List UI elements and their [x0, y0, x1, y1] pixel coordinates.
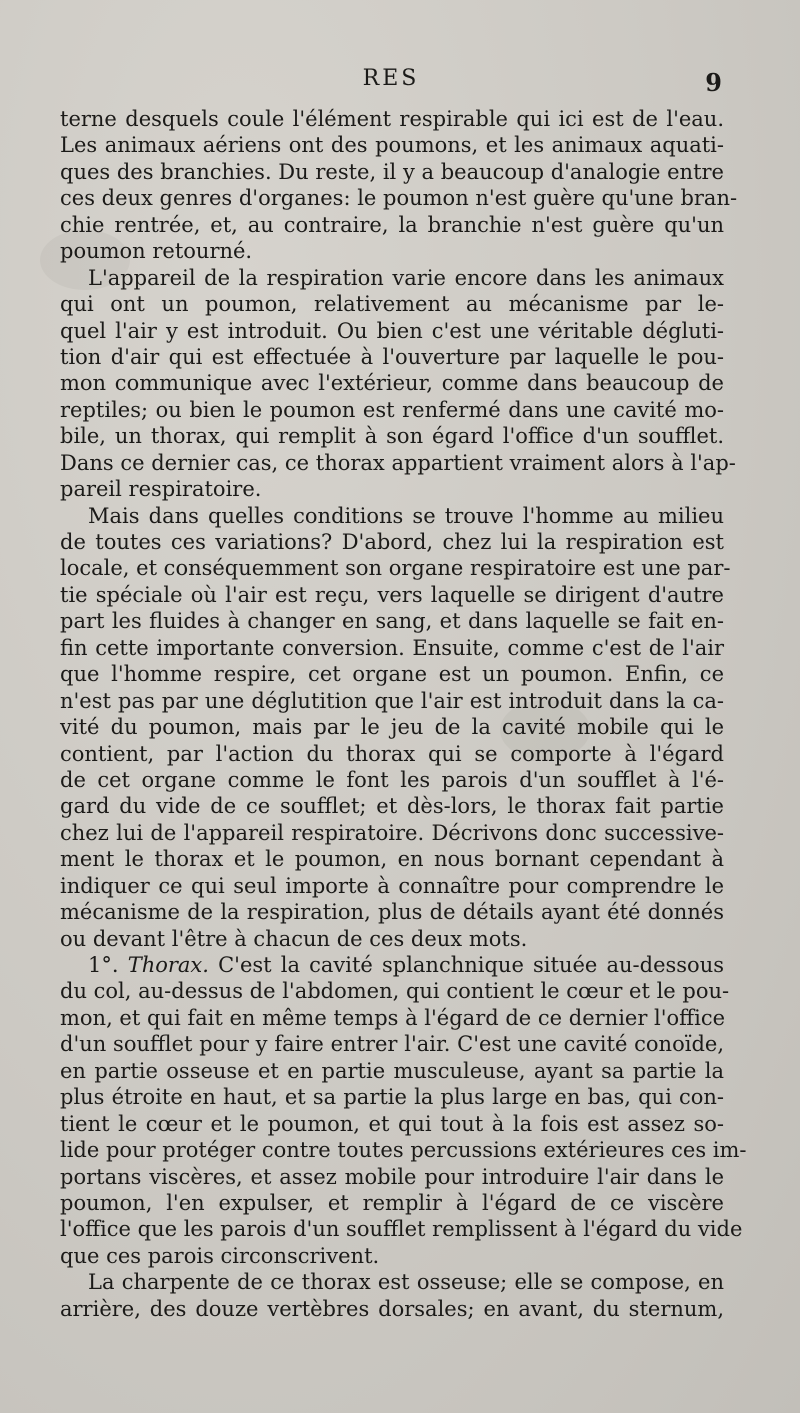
line-text: mécanisme de la respiration, plus de détails ayant été donnés — [60, 900, 724, 925]
line-text: Les animaux aériens ont des poumons, et les animaux aquati- — [60, 133, 724, 158]
text-line — [60, 978, 730, 1004]
page-header — [60, 66, 722, 102]
text-line — [60, 767, 724, 793]
text-line — [60, 1031, 724, 1057]
line-text: Dans ce dernier cas, ce thorax appartient vraiment alors à l'ap- — [60, 450, 736, 475]
text-line — [60, 820, 724, 846]
line-text: portans viscères, et assez mobile pour introduire l'air dans le — [60, 1164, 724, 1189]
line-text: que ces parois circonscrivent. — [60, 1243, 380, 1268]
text-line — [60, 529, 724, 555]
section-number: 1°. — [88, 953, 128, 977]
text-line — [60, 926, 724, 952]
text-line — [60, 344, 724, 370]
text-line — [60, 1084, 724, 1110]
text-line — [60, 185, 738, 211]
text-line — [60, 132, 724, 158]
line-text: l'office que les parois d'un soufflet remplissent à l'égard du vide — [60, 1217, 743, 1242]
line-text: d'un soufflet pour y faire entrer l'air. C'est une cavité conoïde, — [60, 1032, 724, 1057]
text-line — [60, 106, 724, 132]
line-text: ces deux genres d'organes: le poumon n'est guère qu'une bran- — [60, 186, 738, 211]
text-line — [60, 370, 724, 396]
line-text: fin cette importante conversion. Ensuite, comme c'est de l'air — [60, 635, 724, 660]
line-text: ou devant l'être à chacun de ces deux mots. — [60, 926, 528, 951]
text-line — [60, 873, 724, 899]
text-line — [60, 1269, 724, 1295]
text-line — [60, 582, 724, 608]
line-text: gard du vide de ce soufflet; et dès-lors, le thorax fait partie — [60, 794, 724, 819]
line-text: de cet organe comme le font les parois d'un soufflet à l'é- — [60, 767, 724, 792]
line-text: contient, par l'action du thorax qui se comporte à l'égard — [60, 741, 724, 766]
text-line — [60, 212, 724, 238]
line-text: tient le cœur et le poumon, et qui tout à la fois est assez so- — [60, 1111, 724, 1136]
line-text: de toutes ces variations? D'abord, chez lui la respiration est — [60, 530, 724, 554]
line-text: La charpente de ce thorax est osseuse; elle se compose, en — [88, 1270, 724, 1295]
running-head: RES — [362, 66, 420, 91]
line-text: locale, et conséquemment son organe respiratoire est une par- — [60, 556, 731, 581]
line-text: du col, au-dessus de l'abdomen, qui contient le cœur et le pou- — [60, 979, 730, 1004]
line-text: n'est pas par une déglutition que l'air est introduit dans la ca- — [60, 688, 724, 713]
text-line — [60, 1216, 743, 1242]
line-text: qui ont un poumon, relativement au mécanisme par le- — [60, 292, 724, 317]
line-text: bile, un thorax, qui remplit à son égard l'office d'un soufflet. — [60, 424, 724, 449]
line-text: que l'homme respire, cet organe est un poumon. Enfin, ce — [60, 662, 724, 687]
text-line — [60, 661, 724, 687]
text-line — [60, 555, 731, 581]
line-text: C'est la cavité splanchnique située au-dessous — [208, 953, 724, 977]
line-text: tion d'air qui est effectuée à l'ouverture par laquelle le pou- — [60, 344, 724, 369]
text-line — [60, 1164, 724, 1190]
line-text: ques des branchies. Du reste, il y a beaucoup d'analogie entre — [60, 159, 724, 184]
text-line — [60, 1005, 724, 1031]
line-text: arrière, des douze vertèbres dorsales; en avant, du sternum, — [60, 1296, 724, 1321]
text-line — [60, 238, 724, 264]
text-line — [60, 503, 724, 529]
body-text — [60, 106, 747, 1322]
line-text: plus étroite en haut, et sa partie la plus large en bas, qui con- — [60, 1085, 724, 1110]
line-text: part les fluides à changer en sang, et dans laquelle se fait en- — [60, 609, 724, 634]
text-line — [60, 159, 724, 185]
line-text: tie spéciale où l'air est reçu, vers laquelle se dirigent d'autre — [60, 582, 724, 607]
line-text: terne desquels coule l'élément respirable qui ici est de l'eau. — [60, 107, 724, 131]
text-line — [60, 423, 724, 449]
text-line — [60, 476, 724, 502]
text-line — [60, 1296, 724, 1322]
text-line — [60, 1137, 747, 1163]
text-line — [60, 318, 724, 344]
line-text: Mais dans quelles conditions se trouve l'homme au milieu — [88, 503, 724, 528]
line-text: reptiles; ou bien le poumon est renfermé dans une cavité mo- — [60, 397, 724, 422]
line-text: chez lui de l'appareil respiratoire. Décrivons donc successive- — [60, 820, 724, 845]
text-line — [60, 793, 724, 819]
text-line — [60, 714, 724, 740]
line-text: L'appareil de la respiration varie encore dans les animaux — [88, 265, 724, 290]
line-text: en partie osseuse et en partie musculeuse, ayant sa partie la — [60, 1058, 724, 1083]
text-line — [60, 688, 724, 714]
line-text: poumon, l'en expulser, et remplir à l'égard de ce viscère — [60, 1190, 724, 1215]
line-text: lide pour protéger contre toutes percussions extérieures ces im- — [60, 1138, 747, 1163]
section-heading: Thorax. — [127, 953, 209, 977]
line-text: mon, et qui fait en même temps à l'égard de ce dernier l'office — [60, 1005, 726, 1030]
text-line — [60, 952, 724, 978]
text-line — [60, 291, 724, 317]
line-text: vité du poumon, mais par le jeu de la cavité mobile qui le — [60, 715, 724, 740]
line-text: mon communique avec l'extérieur, comme dans beaucoup de — [60, 371, 724, 396]
line-text: pareil respiratoire. — [60, 477, 262, 502]
page-number: 9 — [705, 68, 722, 97]
text-line — [60, 635, 724, 661]
text-line — [60, 899, 724, 925]
text-line — [60, 1190, 724, 1216]
text-line — [60, 846, 724, 872]
text-line — [60, 1058, 724, 1084]
text-line — [60, 1111, 724, 1137]
text-line — [60, 265, 724, 291]
line-text: indiquer ce qui seul importe à connaître pour comprendre le — [60, 873, 724, 898]
text-line — [60, 741, 724, 767]
text-line — [60, 608, 724, 634]
line-text: poumon retourné. — [60, 239, 253, 264]
text-line — [60, 397, 724, 423]
line-text: chie rentrée, et, au contraire, la branchie n'est guère qu'un — [60, 212, 724, 237]
line-text: ment le thorax et le poumon, en nous bornant cependant à — [60, 847, 724, 872]
line-text: quel l'air y est introduit. Ou bien c'est une véritable dégluti- — [60, 318, 724, 343]
text-line — [60, 450, 736, 476]
text-line — [60, 1243, 724, 1269]
